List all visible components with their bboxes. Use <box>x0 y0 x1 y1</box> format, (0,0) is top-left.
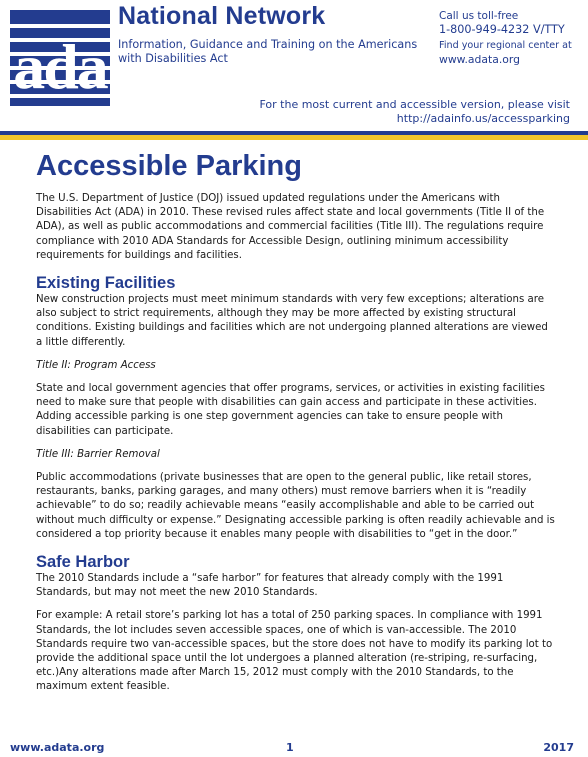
page-number: 1 <box>286 741 294 754</box>
banner-text: For the most current and accessible version, please visit <box>259 98 570 111</box>
paragraph: State and local government agencies that offer programs, services, or activities in existing facilities need to make sure that people with disabilities can gain access and participate in these activities. Adding accessible parking is one step government agencies can take to ensure people with disabilities can participate. <box>36 383 545 437</box>
phone-number[interactable]: 1-800-949-4232 V/TTY <box>439 23 565 36</box>
paragraph: New construction projects must meet minimum standards with very few exceptions; alterations are also subject to strict requirements, although they may be more affected by existing structural conditions. Existing buildings and facilities which are not undergoing planned alterations are viewed a little differently. <box>36 294 548 348</box>
accessible-version-link[interactable]: http://adainfo.us/accessparking <box>396 112 570 125</box>
find-center-label: Find your regional center at <box>439 40 572 51</box>
header-rule-gold <box>0 135 588 140</box>
org-subtitle: Information, Guidance and Training on the Americans with Disabilities Act <box>118 38 418 65</box>
org-name: National Network <box>118 2 326 30</box>
ada-logo <box>10 10 110 106</box>
contact-block <box>439 10 584 67</box>
page-header <box>0 0 588 140</box>
document-body <box>36 148 556 704</box>
accessible-version-banner <box>259 98 570 126</box>
subheading-title-ii: Title II: Program Access <box>36 359 156 371</box>
footer-year: 2017 <box>543 741 574 754</box>
paragraph: For example: A retail store’s parking lot has a total of 250 parking spaces. In compliance with 1991 Standards, the lot includes seven accessible spaces, one of which is van-accessible. The 2010 Standards require two van-accessible spaces, but the store does not have to modify its parking lot to provide the additional space until the lot undergoes a planned alteration (re-striping, re-surfacing, etc.)Any alterations made after March 15, 2012 must comply with the 2010 Standards, to the maximum extent feasible. <box>36 610 553 693</box>
website-link[interactable]: www.adata.org <box>439 53 521 66</box>
call-label: Call us toll-free <box>439 10 519 22</box>
intro-paragraph: The U.S. Department of Justice (DOJ) issued updated regulations under the Americans with Disabilities Act (ADA) in 2010. These revised rules affect state and local governments (Title II of the ADA), as well as public accommodations and commercial facilities (Title III). The regulations require compliance with 2010 ADA Standards for Accessible Design, outlining minimum accessibility requirements for buildings and facilities. <box>36 193 545 261</box>
page-title: Accessible Parking <box>36 150 302 182</box>
section-heading-existing-facilities: Existing Facilities <box>36 274 176 293</box>
paragraph: The 2010 Standards include a “safe harbor” for features that already comply with the 1991 Standards, but may not meet the new 2010 Standards. <box>36 573 504 599</box>
footer-website-link[interactable]: www.adata.org <box>10 741 105 754</box>
section-heading-safe-harbor: Safe Harbor <box>36 553 130 572</box>
logo-letters: ada <box>13 31 107 102</box>
page-footer <box>0 735 588 755</box>
subheading-title-iii: Title III: Barrier Removal <box>36 448 160 460</box>
paragraph: Public accommodations (private businesses that are open to the general public, like retail stores, restaurants, banks, parking garages, and many others) must remove barriers when it is “readily achievable” to do so; readily achievable means “easily accomplishable and able to be carried out without much difficulty or expense.” Designating accessible parking is often readily achievable and is considered a top priority because it enables many people with disabilities to “get in the door.” <box>36 472 555 540</box>
